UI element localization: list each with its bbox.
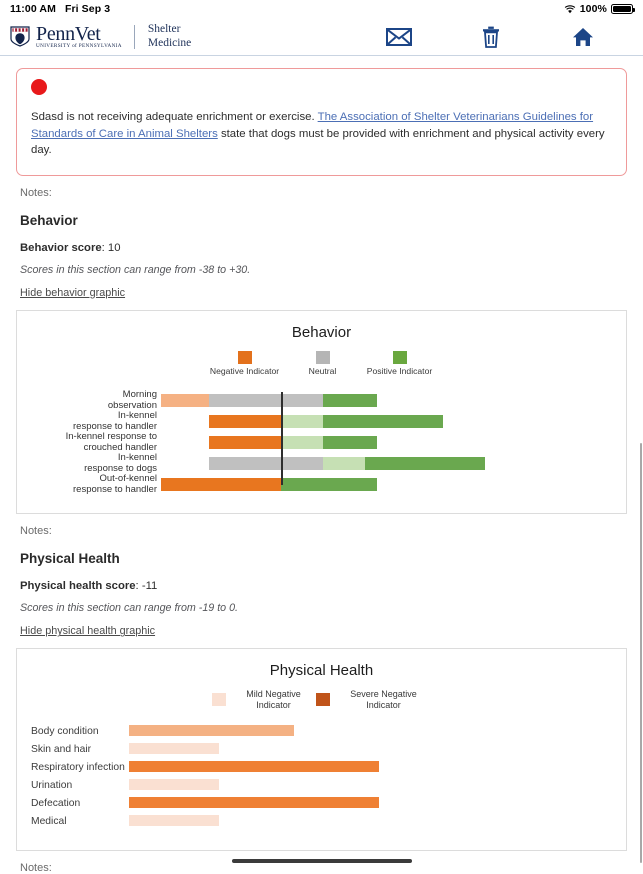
behavior-bar-segment [323,457,365,470]
behavior-bar-track [163,432,626,453]
notes-label-footer: Notes: [20,862,52,874]
physical-health-category-label: Skin and hair [31,743,92,755]
physical-health-category-label: Defecation [31,797,81,809]
behavior-bar-segment [281,415,323,428]
physical-health-category-label: Medical [31,815,67,827]
physical-health-chart-row [17,758,626,776]
alert-text-before: Sdasd is not receiving adequate enrichment or exercise. [31,111,318,123]
ios-status-bar [0,0,643,18]
physical-health-chart-title: Physical Health [269,662,374,680]
physical-health-bar [129,797,379,808]
logo-divider [134,25,135,49]
behavior-chart-row [17,432,626,453]
behavior-score-value: 10 [107,241,121,254]
physical-health-bar [129,743,219,754]
physical-health-bar-track [129,794,626,812]
trash-icon [482,26,500,48]
physical-health-category-label: Respiratory infection [31,761,125,773]
legend-item [197,351,293,377]
behavior-category-label: Out-of-kennel response to handler [73,473,157,495]
physical-health-chart-row [17,776,626,794]
pennvet-logo[interactable] [10,23,191,49]
physical-health-chart-card [16,648,627,851]
physical-health-bar [129,725,294,736]
behavior-bar-segment [281,457,323,470]
behavior-bar-segment [281,478,377,491]
mail-button[interactable] [353,28,445,46]
behavior-bar-track [163,390,626,411]
behavior-bar-segment [209,436,281,449]
physical-health-bar-track [129,812,626,830]
hide-physical-health-graphic-link[interactable]: Hide physical health graphic [20,625,156,638]
behavior-bar-segment [281,394,323,407]
status-time: 11:00 AM [10,3,56,15]
behavior-bar-segment [161,478,281,491]
physical-health-chart-row [17,812,626,830]
physical-health-chart-row [17,740,626,758]
trash-button[interactable] [445,26,537,48]
physical-health-score-value: -11 [141,580,158,593]
brand-name: PennVet [36,22,101,45]
behavior-chart-row [17,474,626,495]
behavior-range-text: Scores in this section can range from -38 to +30. [20,263,251,276]
legend-swatch [212,693,226,706]
behavior-category-label: In-kennel response to dogs [84,452,157,474]
physical-health-score-sep: : [135,580,142,593]
behavior-bar-segment [323,394,377,407]
behavior-chart-card [16,310,627,515]
legend-swatch [316,351,330,364]
physical-health-bar-track [129,758,626,776]
legend-label: Mild Negative Indicator [246,689,301,710]
behavior-stacked-bar [209,457,485,470]
physical-health-category-label: Urination [31,779,73,791]
legend-item [316,689,432,710]
brand-unit-line2: Medicine [147,36,192,49]
behavior-bar-segment [209,415,281,428]
behavior-bar-segment [323,415,443,428]
asv-guidelines-link[interactable]: The Association of Shelter Veterinarians Guidelines for Standards of Care in Animal Shelters [31,111,594,140]
behavior-chart-row [17,390,626,411]
legend-label: Positive Indicator [366,365,433,376]
behavior-chart-legend [17,351,626,377]
behavior-stacked-bar [161,394,377,407]
page-scroll-area[interactable] [0,68,643,874]
alert-severity-dot [31,79,47,95]
legend-swatch [238,351,252,364]
legend-label: Negative Indicator [209,365,280,376]
physical-health-bar-track [129,722,626,740]
behavior-score-value-sep: : [101,241,108,254]
behavior-bar-track [163,474,626,495]
physical-health-chart-legend [17,689,626,710]
brand-university: UNIVERSITY of PENNSYLVANIA [36,42,122,49]
home-indicator [232,859,412,864]
behavior-bar-segment [209,457,281,470]
behavior-chart-plot [17,376,626,513]
physical-health-heading: Physical Health [20,551,120,567]
notes-label-physical: Notes: [20,525,52,538]
physical-health-bar [129,779,219,790]
legend-swatch [393,351,407,364]
physical-health-category-label: Body condition [31,725,99,737]
behavior-score [20,242,627,254]
physical-health-chart-plot [17,710,626,850]
physical-health-bar [129,761,379,772]
behavior-bar-segment [209,394,281,407]
battery-percent-label: 100% [579,3,607,15]
enrichment-alert [16,68,627,176]
physical-health-score [20,580,627,592]
mail-icon [386,28,412,46]
physical-health-chart-row [17,722,626,740]
home-button[interactable] [537,27,629,47]
behavior-heading: Behavior [20,212,78,228]
behavior-stacked-bar [161,478,377,491]
wifi-icon [564,4,576,14]
behavior-category-label: In-kennel response to crouched handler [65,431,157,453]
behavior-chart-row [17,453,626,474]
physical-health-bar [129,815,219,826]
brand-unit-line1: Shelter [147,23,181,36]
behavior-bar-track [163,453,626,474]
status-date: Fri Sep 3 [64,3,111,15]
legend-label: Neutral [308,365,337,376]
behavior-stacked-bar [209,415,443,428]
legend-label: Severe Negative Indicator [350,689,417,710]
physical-health-bar-track [129,740,626,758]
physical-health-range-text: Scores in this section can range from -19 to 0. [20,602,239,615]
physical-health-bar-track [129,776,626,794]
legend-swatch [316,693,330,706]
physical-health-chart-row [17,794,626,812]
physical-health-score-label: Physical health score [20,580,136,593]
alert-text-after: state that dogs must be provided with enrichment and physical activity every day. [31,127,605,157]
behavior-category-label: Morning observation [107,389,157,411]
behavior-category-label: In-kennel response to handler [73,410,157,432]
behavior-score-label: Behavior score [20,241,102,254]
behavior-bar-track [163,411,626,432]
alert-message [31,109,612,159]
behavior-bar-segment [161,394,209,407]
behavior-stacked-bar [209,436,377,449]
behavior-bar-segment [365,457,485,470]
app-header [0,18,643,56]
battery-full-icon [611,4,633,14]
behavior-chart-title: Behavior [291,323,352,341]
notes-label-behavior: Notes: [20,186,52,199]
legend-item [212,689,316,710]
legend-item [353,351,447,377]
home-icon [572,27,594,47]
behavior-bar-segment [281,436,323,449]
behavior-bar-segment [323,436,377,449]
legend-item [293,351,353,377]
vertical-scrollbar[interactable] [640,443,643,863]
behavior-chart-row [17,411,626,432]
penn-shield-icon [10,26,30,47]
behavior-zero-line [281,392,283,485]
hide-behavior-graphic-link[interactable]: Hide behavior graphic [20,286,126,299]
